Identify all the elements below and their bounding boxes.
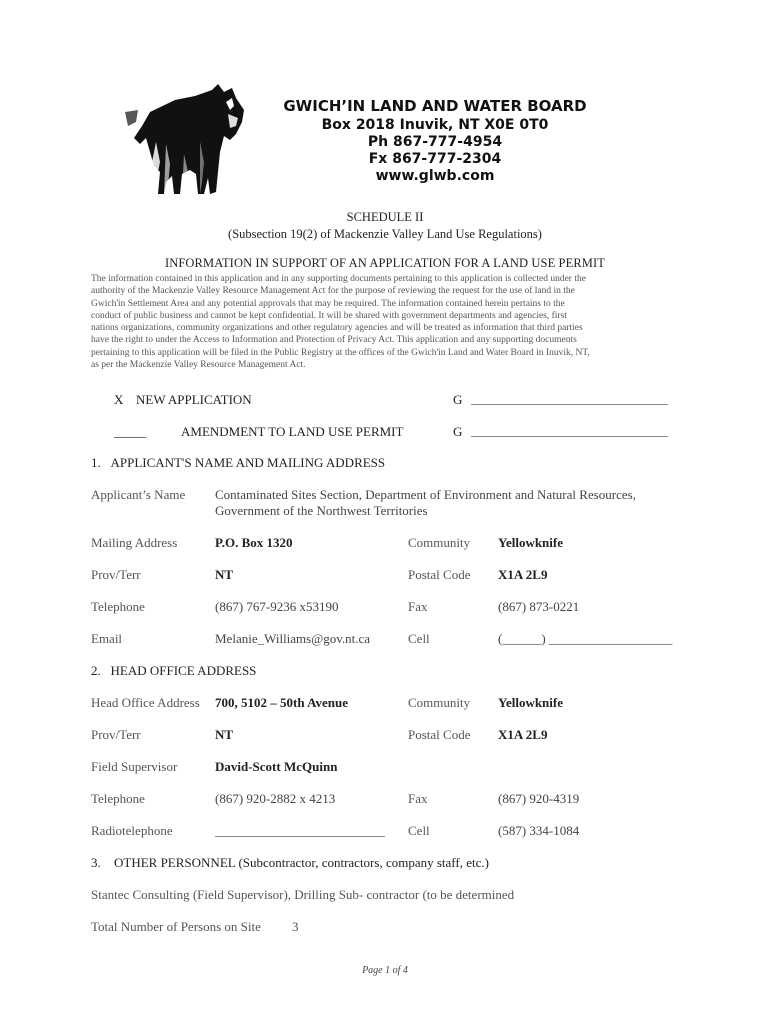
head-cell-value: (587) 334-1084 — [498, 823, 580, 838]
section3-number: 3. — [91, 855, 101, 870]
info-line: The information contained in this application and in any supporting documents pertaining to this application is collected under the — [91, 274, 586, 284]
applicant-name-line1: Contaminated Sites Section, Department of Environment and Natural Resources, — [215, 487, 636, 502]
info-line: conduct of public business and cannot be kept confidential. It will be shared with government departments and agencies, first — [91, 310, 567, 321]
total-persons-label: Total Number of Persons on Site — [91, 919, 261, 934]
section1-title: 1. APPLICANT'S NAME AND MAILING ADDRESS — [91, 455, 386, 470]
field-supervisor-label: Field Supervisor — [91, 759, 178, 774]
section2-title: 2. HEAD OFFICE ADDRESS — [91, 663, 257, 678]
community-value: Yellowknife — [498, 535, 563, 550]
postal-code-label: Postal Code — [408, 567, 471, 582]
head-fax-value: (867) 920-4319 — [498, 791, 580, 806]
field-supervisor-value: David-Scott McQuinn — [215, 759, 338, 774]
head-community-label: Community — [408, 695, 471, 710]
amendment-label: AMENDMENT TO LAND USE PERMIT — [181, 424, 404, 439]
org-phone: Ph 867-777-4954 — [367, 134, 503, 150]
amendment-g: G — [453, 424, 463, 439]
head-office-value: 700, 5102 – 50th Avenue — [215, 695, 349, 710]
head-telephone-value: (867) 920-2882 x 4213 — [215, 791, 336, 806]
org-name: GWICH’IN LAND AND WATER BOARD — [283, 97, 587, 115]
cell-value[interactable]: (______) ___________________ — [498, 631, 673, 646]
mailing-address-label: Mailing Address — [91, 535, 178, 550]
prov-terr-value: NT — [215, 567, 234, 582]
org-address: Box 2018 Inuvik, NT X0E 0T0 — [321, 117, 549, 133]
info-line: pertaining to this application will be filed in the Public Registry at the offices of the Gwich'in Land and Water Board in Inuvik, NT, — [91, 347, 590, 358]
schedule-subtitle: (Subsection 19(2) of Mackenzie Valley Land Use Regulations) — [228, 227, 542, 241]
telephone-label: Telephone — [91, 599, 145, 614]
section3-title: OTHER PERSONNEL (Subcontractor, contractors, company staff, etc.) — [114, 855, 489, 870]
mailing-address-value: P.O. Box 1320 — [215, 535, 293, 550]
fax-label: Fax — [408, 599, 428, 614]
community-label: Community — [408, 535, 471, 550]
info-line: as per the Mackenzie Valley Resource Management Act. — [91, 360, 306, 371]
org-fax: Fx 867-777-2304 — [368, 151, 502, 167]
info-line: nations organizations, community organizations and other regulatory agencies and will be treated as information that third parties — [91, 323, 583, 334]
new-application-line[interactable] — [471, 404, 668, 405]
telephone-value: (867) 767-9236 x53190 — [215, 599, 339, 614]
schedule-title: SCHEDULE II — [346, 210, 424, 224]
head-postal-value: X1A 2L9 — [498, 727, 548, 742]
fax-value: (867) 873-0221 — [498, 599, 580, 614]
radiotelephone-label: Radiotelephone — [91, 823, 173, 838]
head-cell-label: Cell — [408, 823, 430, 838]
info-heading: INFORMATION IN SUPPORT OF AN APPLICATION FOR A LAND USE PERMIT — [164, 256, 605, 270]
email-value: Melanie_Williams@gov.nt.ca — [215, 631, 371, 646]
cell-label: Cell — [408, 631, 430, 646]
info-paragraph — [91, 273, 590, 371]
postal-code-value: X1A 2L9 — [498, 567, 548, 582]
head-prov-value: NT — [215, 727, 234, 742]
personnel-text: Stantec Consulting (Field Supervisor), Drilling Sub- contractor (to be determined — [91, 887, 515, 902]
prov-terr-label: Prov/Terr — [91, 567, 141, 582]
head-telephone-label: Telephone — [91, 791, 145, 806]
applicant-name-line2: Government of the Northwest Territories — [215, 503, 428, 518]
page-number: Page 1 of 4 — [362, 965, 408, 976]
amendment-mark: _____ — [114, 424, 147, 439]
total-persons-value: 3 — [292, 919, 299, 934]
wolf-logo — [120, 82, 248, 202]
info-line: Gwich'in Settlement Area and any potential approvals that may be required. The information contained herein pertains to the — [91, 298, 565, 309]
head-office-label: Head Office Address — [91, 695, 200, 710]
head-prov-label: Prov/Terr — [91, 727, 141, 742]
amendment-line[interactable] — [471, 436, 668, 437]
org-website: www.glwb.com — [375, 168, 495, 184]
new-application-label: NEW APPLICATION — [136, 392, 252, 407]
info-line: authority of the Mackenzie Valley Resource Management Act for the purpose of reviewing the request for the use of land in the — [91, 286, 575, 297]
head-postal-label: Postal Code — [408, 727, 471, 742]
radiotelephone-line[interactable] — [215, 836, 385, 837]
email-label: Email — [91, 631, 123, 646]
head-community-value: Yellowknife — [498, 695, 563, 710]
new-application-g: G — [453, 392, 463, 407]
applicant-name-label: Applicant’s Name — [91, 487, 186, 502]
head-fax-label: Fax — [408, 791, 428, 806]
info-line: have the right to under the Access to Information and Protection of Privacy Act. This application and any supporting documents — [91, 335, 577, 346]
new-application-mark: X — [114, 392, 124, 407]
